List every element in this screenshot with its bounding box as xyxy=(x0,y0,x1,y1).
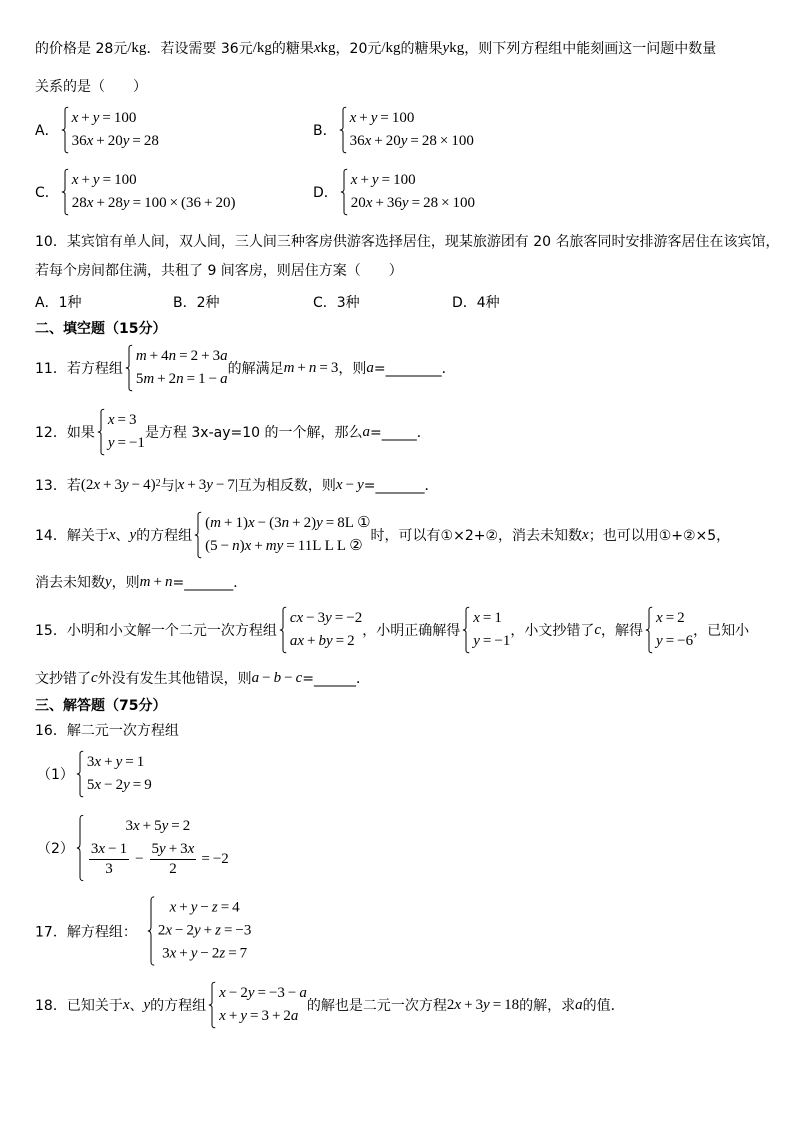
q9-stem-line1 xyxy=(35,38,716,58)
q10-option-c xyxy=(313,292,360,312)
text: 外没有发生其他错误，则 xyxy=(97,671,252,687)
numerator: 3x − 1 xyxy=(89,840,129,860)
text: ，20元 xyxy=(335,41,382,57)
q10-option-a xyxy=(35,292,81,312)
equation-list xyxy=(219,982,307,1028)
equation: x = 1 xyxy=(473,610,502,626)
text: 文抄错了 xyxy=(35,671,91,687)
answer-blank: =________． xyxy=(373,361,456,377)
equation: 3x + 5y = 2 xyxy=(125,818,191,834)
variable: x xyxy=(108,526,116,543)
equation-system xyxy=(338,169,475,215)
text: 时，可以有①×2+②，消去未知数 xyxy=(370,528,583,544)
variable: a xyxy=(575,996,583,1013)
text: 关系的是（ ） xyxy=(35,79,147,95)
brace-symbol xyxy=(462,607,470,653)
equation: cx − 3y = −2 xyxy=(289,610,363,626)
text: 的方程组 xyxy=(136,528,193,544)
equation-list xyxy=(108,409,145,455)
equation: 5m + 2n = 1 − a xyxy=(135,371,228,387)
q10-option-b xyxy=(173,292,220,312)
text: 18．已知关于 xyxy=(35,998,123,1014)
equation: x − 2y = −3 − a xyxy=(219,985,307,1001)
variable: x xyxy=(313,39,321,56)
equation: 3x + y − 2z = 7 xyxy=(162,945,248,962)
equation-system xyxy=(74,751,152,797)
equation: (5 − n)x + my = 11L L L ② xyxy=(205,538,363,554)
q14-line2 xyxy=(35,572,247,592)
equation: 5x − 2y = 9 xyxy=(86,777,152,793)
text: 的方程组 xyxy=(150,998,207,1014)
brace-symbol xyxy=(279,607,287,653)
equation: 3x + y = 1 xyxy=(86,754,145,770)
equation-list xyxy=(72,169,236,215)
text: 与 xyxy=(160,478,175,494)
text: 的值． xyxy=(582,998,625,1014)
equation-system xyxy=(123,345,228,391)
brace-symbol xyxy=(125,345,133,391)
q9-option-c xyxy=(35,169,236,215)
equation: y = −1 xyxy=(473,633,511,649)
q10-option-d xyxy=(452,292,500,312)
option-text: C．3种 xyxy=(313,295,360,311)
equation: ax + by = 2 xyxy=(289,633,355,649)
answer-blank: =_____． xyxy=(370,425,431,441)
exponent: 2 xyxy=(155,477,161,489)
section-title: 二、填空题（15分） xyxy=(35,321,167,337)
equation-list xyxy=(656,607,693,653)
variable: c xyxy=(91,669,98,686)
unit: kg xyxy=(449,39,465,56)
brace-symbol xyxy=(61,107,69,153)
text: 的价格是 28元 xyxy=(35,41,128,57)
equation: m + 4n = 2 + 3a xyxy=(135,348,228,364)
q11 xyxy=(35,345,456,391)
equation-system xyxy=(337,107,474,153)
brace-symbol xyxy=(97,409,105,455)
text: 的解，求 xyxy=(519,998,576,1014)
text: 若每个房间都住满，共租了 9 间客房，则居住方案（ ） xyxy=(35,263,403,279)
q12 xyxy=(35,409,431,455)
q15-line1 xyxy=(35,607,749,653)
expression: |x + 3y − 7| xyxy=(174,476,238,493)
equation-list xyxy=(158,897,252,966)
q15-line2 xyxy=(35,668,370,688)
condition: m + n = 3 xyxy=(283,359,339,376)
text: 11．若方程组 xyxy=(35,361,123,377)
equation-system xyxy=(192,512,370,558)
section-heading-fill-in xyxy=(35,318,166,338)
variable: c xyxy=(594,621,602,638)
brace-symbol xyxy=(340,169,348,215)
q18 xyxy=(35,982,625,1028)
brace-symbol xyxy=(76,751,84,797)
q16-title xyxy=(35,720,179,740)
equation-list xyxy=(473,607,510,653)
text: 16．解二元一次方程组 xyxy=(35,723,179,739)
equation: x + y − z = 4 xyxy=(169,899,240,916)
equation: (m + 1)x − (3n + 2)y = 8L ① xyxy=(205,515,371,531)
brace-symbol xyxy=(76,815,84,881)
variable: x xyxy=(582,526,589,543)
equation: x + y = 100 xyxy=(71,110,137,126)
denominator: 3 xyxy=(105,861,113,877)
answer-blank: =_______． xyxy=(363,478,439,494)
q16-part1 xyxy=(37,751,152,797)
section-title: 三、解答题（75分） xyxy=(35,698,167,714)
numerator: 5y + 3x xyxy=(150,840,197,860)
q10-stem-line2 xyxy=(35,260,403,280)
expression: x − y xyxy=(335,476,364,493)
text: 14．解关于 xyxy=(35,528,109,544)
text: 是方程 3x-ay=10 的一个解，那么 xyxy=(144,425,363,441)
answer-blank: =______． xyxy=(302,671,371,687)
equation-system xyxy=(95,409,145,455)
q16-part2 xyxy=(37,815,229,881)
q9-stem-line2 xyxy=(35,76,147,96)
equation: x + y = 100 xyxy=(71,172,137,188)
brace-symbol xyxy=(194,512,202,558)
text: 、 xyxy=(115,528,130,544)
variable: a xyxy=(366,359,374,376)
equation: 2x − 2y + z = −3 xyxy=(157,922,252,939)
variable: x xyxy=(122,996,130,1013)
variable: a xyxy=(362,423,370,440)
equation-list xyxy=(290,607,362,653)
equation: x + y = 3 + 2a xyxy=(219,1008,299,1024)
equation: y = −1 xyxy=(107,435,145,451)
equation: 20x + 36y = 28 × 100 xyxy=(350,195,476,211)
equation-list xyxy=(136,345,228,391)
option-label: A． xyxy=(35,123,59,139)
equation: x + y = 100 xyxy=(349,110,415,126)
equation: 36x + 20y = 28 xyxy=(71,133,159,149)
option-label: D． xyxy=(313,185,338,201)
variable: y xyxy=(442,39,450,56)
text: 互为相反数，则 xyxy=(237,478,336,494)
minus-sign: − xyxy=(135,851,144,867)
expression: (2x + 3y − 4) xyxy=(80,476,156,493)
equation-list xyxy=(205,512,370,558)
part-label: （1） xyxy=(37,767,74,783)
text: ，小文抄错了 xyxy=(510,623,595,639)
equation-list xyxy=(351,169,475,215)
right-hand-side: = −2 xyxy=(201,851,229,867)
text: ，则 xyxy=(338,361,367,377)
text: 的解也是二元一次方程 xyxy=(306,998,447,1014)
equation: x + y = 100 xyxy=(350,172,416,188)
q9-option-a xyxy=(35,107,159,153)
equation-system xyxy=(277,607,362,653)
fraction xyxy=(150,840,197,879)
brace-symbol xyxy=(208,982,216,1028)
equation: 28x + 28y = 100 × (36 + 20) xyxy=(71,195,236,211)
equation-system xyxy=(74,815,229,881)
q10-stem-line1 xyxy=(35,231,780,251)
equation: x = 3 xyxy=(107,412,137,428)
brace-symbol xyxy=(61,169,69,215)
solution-system xyxy=(643,607,693,653)
equation-list xyxy=(87,751,152,797)
equation: x = 2 xyxy=(656,610,685,626)
equation-system xyxy=(145,897,252,966)
equation-system xyxy=(59,169,236,215)
brace-symbol xyxy=(147,897,155,966)
variable: y xyxy=(105,573,112,590)
text: ，解得 xyxy=(601,623,644,639)
solution-system xyxy=(460,607,510,653)
unit: /kg xyxy=(127,39,147,56)
text: 15．小明和小文解一个二元一次方程组 xyxy=(35,623,277,639)
option-label: B． xyxy=(313,123,337,139)
q17 xyxy=(35,897,251,966)
text: 的糖果 xyxy=(400,41,443,57)
equation-list xyxy=(72,107,159,153)
unit: /kg xyxy=(381,39,401,56)
text: ．若设需要 36元 xyxy=(146,41,253,57)
part-label: （2） xyxy=(37,841,74,857)
option-text: B．2种 xyxy=(173,295,220,311)
option-text: A．1种 xyxy=(35,295,82,311)
equation-list xyxy=(87,815,229,881)
q9-option-b xyxy=(313,107,474,153)
equation-list xyxy=(350,107,474,153)
text: 消去未知数 xyxy=(35,575,105,591)
brace-symbol xyxy=(339,107,347,153)
text: ，则下列方程组中能刻画这一问题中数量 xyxy=(464,41,717,57)
variable: y xyxy=(129,526,137,543)
brace-symbol xyxy=(645,607,653,653)
answer-blank: =_______． xyxy=(172,575,248,591)
expression: 2x + 3y = 18 xyxy=(446,996,520,1013)
expression: a − b − c xyxy=(251,669,303,686)
text: 的糖果 xyxy=(271,41,314,57)
section-heading-solve xyxy=(35,695,166,715)
denominator: 2 xyxy=(169,861,177,877)
q9-option-d xyxy=(313,169,475,215)
text: ，则 xyxy=(111,575,140,591)
equation: y = −6 xyxy=(656,633,694,649)
variable: y xyxy=(143,996,151,1013)
fraction xyxy=(89,840,129,879)
equation-system xyxy=(59,107,159,153)
unit: kg xyxy=(320,39,336,56)
text: 12．如果 xyxy=(35,425,95,441)
unit: /kg xyxy=(252,39,272,56)
expression: m + n xyxy=(139,573,173,590)
text: 10．某宾馆有单人间，双人间，三人间三种客房供游客选择居住，现某旅游团有 20 名旅客同时安排游客居住在该宾馆， xyxy=(35,234,780,250)
text: ；也可以用①+②×5， xyxy=(588,528,731,544)
text: ，小明正确解得 xyxy=(362,623,461,639)
equation: 36x + 20y = 28 × 100 xyxy=(349,133,474,149)
text: ，已知小 xyxy=(693,623,750,639)
text: 13．若 xyxy=(35,478,81,494)
option-text: D．4种 xyxy=(452,295,500,311)
q13 xyxy=(35,475,438,495)
text: 、 xyxy=(129,998,144,1014)
q14-line1 xyxy=(35,512,730,558)
fraction-equation xyxy=(87,838,229,881)
text: 17．解方程组： xyxy=(35,924,137,940)
text: 的解满足 xyxy=(227,361,284,377)
equation-system xyxy=(206,982,307,1028)
option-label: C． xyxy=(35,185,59,201)
